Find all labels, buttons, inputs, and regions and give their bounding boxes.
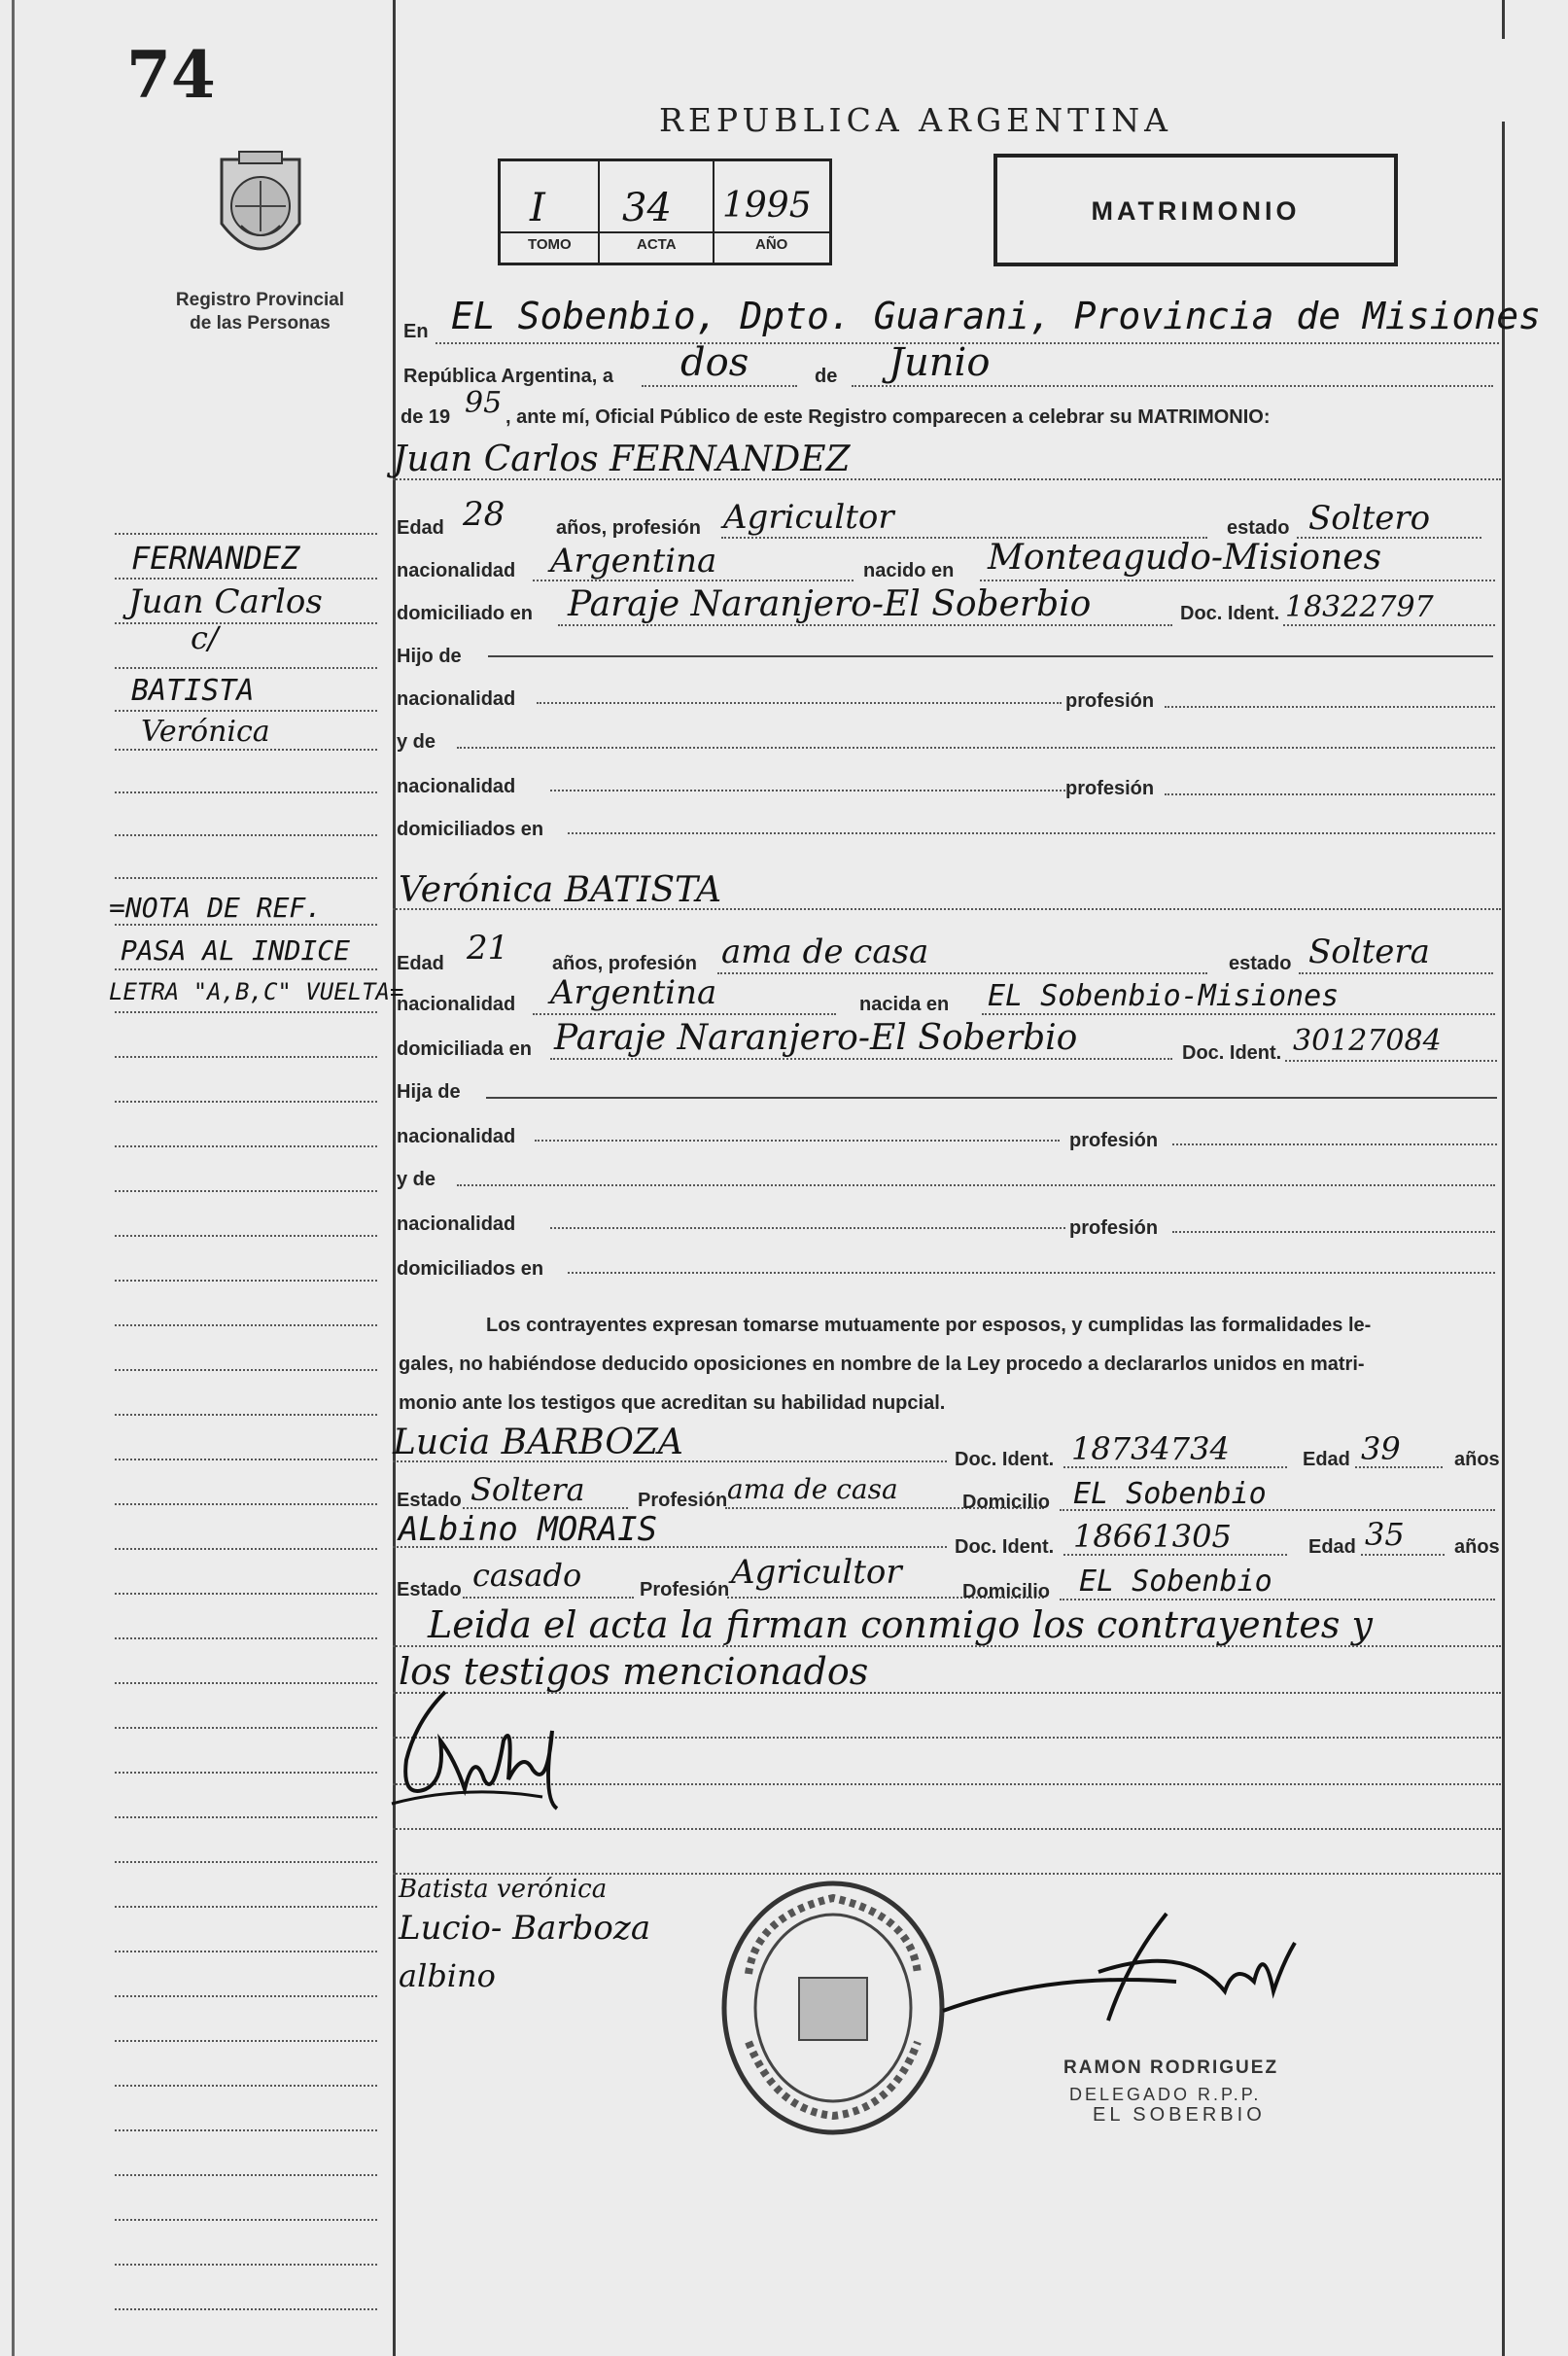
witness1-profession: ama de casa bbox=[727, 1473, 898, 1505]
margin-rule-9 bbox=[115, 877, 377, 879]
margin-rule-25 bbox=[115, 1593, 377, 1595]
margin-given-1: Juan Carlos bbox=[128, 582, 323, 621]
margin-rule-36 bbox=[115, 2085, 377, 2087]
margin-rule-27 bbox=[115, 1682, 377, 1684]
book-box-divider-1 bbox=[598, 161, 600, 263]
label-bride-parent1-profession: profesión bbox=[1069, 1130, 1159, 1151]
official-signature bbox=[933, 1904, 1322, 2030]
groom-signature bbox=[387, 1682, 581, 1828]
ano-value: 1995 bbox=[722, 186, 812, 226]
label-nacido-en: nacido en bbox=[863, 560, 955, 581]
closing-line-1: Leida el acta la firman conmigo los contrayentes y bbox=[428, 1603, 1373, 1646]
label-bride-anos-profesion: años, profesión bbox=[552, 953, 697, 974]
margin-rule-17 bbox=[115, 1235, 377, 1237]
label-domiciliada-en: domiciliada en bbox=[397, 1038, 532, 1060]
margin-rule-13 bbox=[115, 1056, 377, 1058]
bride-doc: 30127084 bbox=[1293, 1024, 1442, 1058]
margin-rule-24 bbox=[115, 1548, 377, 1550]
label-bride-parent2-nationality: nacionalidad bbox=[397, 1213, 516, 1235]
groom-status: Soltero bbox=[1308, 499, 1431, 538]
declaration-line-2: gales, no habiéndose deducido oposiciones en nombre de la Ley procedo a declararlos unidos en matri- bbox=[399, 1354, 1365, 1375]
page-number: 74 bbox=[126, 37, 216, 113]
rule-parent1-profession bbox=[1165, 706, 1495, 708]
margin-rule-16 bbox=[115, 1190, 377, 1192]
margin-rule-22 bbox=[115, 1459, 377, 1460]
registry-name bbox=[136, 289, 384, 335]
rule-witness2-address bbox=[1060, 1599, 1495, 1600]
margin-rule-41 bbox=[115, 2308, 377, 2310]
tomo-label: TOMO bbox=[528, 236, 572, 253]
witness1-name: Lucia BARBOZA bbox=[393, 1423, 683, 1462]
bride-signature: Batista verónica bbox=[399, 1875, 608, 1904]
rule-bride-profession bbox=[717, 972, 1207, 974]
margin-rule-8 bbox=[115, 834, 377, 836]
witness1-age: 39 bbox=[1361, 1430, 1401, 1467]
margin-nota-2: PASA AL INDICE bbox=[121, 934, 351, 967]
book-box bbox=[498, 158, 832, 265]
rule-groom-parent-1 bbox=[488, 655, 1493, 657]
margin-rule-3 bbox=[115, 622, 377, 624]
rule-parent2-profession bbox=[1165, 793, 1495, 795]
rule-parent1-nationality bbox=[537, 702, 1062, 704]
label-bride-parent2-profession: profesión bbox=[1069, 1217, 1159, 1239]
label-witness2-edad: Edad bbox=[1308, 1536, 1356, 1558]
witness1-signature: Lucio- Barboza bbox=[399, 1909, 651, 1948]
label-domiciliado-en: domiciliado en bbox=[397, 603, 534, 624]
tomo-value: I bbox=[530, 186, 545, 230]
bride-nationality: Argentina bbox=[550, 973, 717, 1012]
ano-label: AÑO bbox=[755, 236, 788, 253]
book-box-label-rule bbox=[501, 231, 829, 233]
label-parent1-nationality: nacionalidad bbox=[397, 688, 516, 710]
groom-doc: 18322797 bbox=[1285, 590, 1434, 624]
label-en: En bbox=[403, 321, 429, 342]
margin-rule-31 bbox=[115, 1861, 377, 1863]
rule-parent-2 bbox=[457, 747, 1495, 749]
margin-rule-4 bbox=[115, 667, 377, 669]
label-witness2-doc: Doc. Ident. bbox=[955, 1536, 1055, 1558]
label-domiciliados-en: domiciliados en bbox=[397, 819, 544, 840]
bride-status: Soltera bbox=[1308, 932, 1430, 971]
rule-closing-1 bbox=[393, 1645, 1501, 1647]
official-place: EL SOBERBIO bbox=[1093, 2104, 1266, 2126]
rule-witness2-status bbox=[463, 1597, 634, 1599]
official-title: DELEGADO R.P.P. bbox=[1069, 2085, 1262, 2104]
label-bride-parent1-nationality: nacionalidad bbox=[397, 1126, 516, 1147]
label-nacida-en: nacida en bbox=[859, 994, 950, 1015]
margin-given-2: Verónica bbox=[141, 715, 270, 749]
label-edad: Edad bbox=[397, 517, 444, 539]
label-parent2-profession: profesión bbox=[1065, 778, 1155, 799]
rule-bride-parents-address bbox=[568, 1272, 1495, 1274]
label-witness2-profesion: Profesión bbox=[640, 1579, 730, 1600]
official-name: RAMON RODRIGUEZ bbox=[1063, 2057, 1279, 2078]
margin-rule-1 bbox=[115, 533, 377, 535]
margin-rule-12 bbox=[115, 1011, 377, 1013]
label-witness2-domicilio: Domicilio bbox=[962, 1581, 1051, 1602]
label-bride-doc-ident: Doc. Ident. bbox=[1182, 1042, 1282, 1064]
groom-age: 28 bbox=[463, 495, 505, 534]
label-witness1-anos: años bbox=[1454, 1449, 1500, 1470]
rule-groom-birthplace bbox=[980, 580, 1495, 581]
margin-rule-28 bbox=[115, 1727, 377, 1729]
rule-bride-status bbox=[1299, 972, 1493, 974]
groom-address: Paraje Naranjero-El Soberbio bbox=[568, 584, 1092, 624]
margin-rule-2 bbox=[115, 578, 377, 580]
label-bride-estado: estado bbox=[1229, 953, 1292, 974]
label-republica: República Argentina, a bbox=[403, 366, 613, 387]
margin-rule-40 bbox=[115, 2264, 377, 2266]
label-hija-de: Hija de bbox=[397, 1081, 461, 1103]
margin-rule-35 bbox=[115, 2040, 377, 2042]
rule-bride-birthplace bbox=[982, 1013, 1495, 1015]
label-anos-profesion: años, profesión bbox=[556, 517, 701, 539]
groom-nationality: Argentina bbox=[550, 542, 717, 580]
margin-rule-6 bbox=[115, 749, 377, 751]
book-box-divider-2 bbox=[713, 161, 714, 263]
margin-rule-33 bbox=[115, 1951, 377, 1952]
label-comparecen: , ante mí, Oficial Público de este Registro comparecen a celebrar su MATRIMONIO: bbox=[505, 406, 1271, 428]
rule-parent2-nationality bbox=[550, 790, 1065, 791]
label-parent2-nationality: nacionalidad bbox=[397, 776, 516, 797]
witness2-profession: Agricultor bbox=[731, 1553, 902, 1592]
witness2-doc: 18661305 bbox=[1073, 1518, 1232, 1555]
acta-label: ACTA bbox=[637, 236, 677, 253]
label-de: de bbox=[815, 366, 838, 387]
groom-profession: Agricultor bbox=[723, 498, 894, 537]
registry-line-1: Registro Provincial bbox=[175, 290, 345, 310]
registry-line-2: de las Personas bbox=[190, 313, 331, 334]
record-type-box bbox=[993, 154, 1398, 266]
day: dos bbox=[680, 340, 749, 385]
margin-rule-10 bbox=[115, 924, 377, 926]
bride-address: Paraje Naranjero-El Soberbio bbox=[554, 1018, 1078, 1058]
country-title: REPUBLICA ARGENTINA bbox=[659, 101, 1172, 139]
label-witness1-estado: Estado bbox=[397, 1490, 462, 1511]
label-witness1-doc: Doc. Ident. bbox=[955, 1449, 1055, 1470]
label-year-prefix: de 19 bbox=[401, 406, 451, 428]
rule-witness2-age bbox=[1361, 1554, 1445, 1556]
witness2-name: ALbino MORAIS bbox=[399, 1510, 658, 1549]
margin-rule-21 bbox=[115, 1414, 377, 1416]
official-stamp bbox=[717, 1877, 949, 2139]
label-bride-y-de: y de bbox=[397, 1169, 436, 1190]
label-bride-nacionalidad: nacionalidad bbox=[397, 994, 516, 1015]
witness2-status: casado bbox=[472, 1557, 582, 1594]
witness1-address: EL Sobenbio bbox=[1073, 1477, 1267, 1511]
witness2-address: EL Sobenbio bbox=[1079, 1565, 1272, 1599]
label-witness1-profesion: Profesión bbox=[638, 1490, 728, 1511]
rule-groom-address bbox=[558, 624, 1172, 626]
record-type: MATRIMONIO bbox=[1091, 196, 1301, 226]
label-doc-ident: Doc. Ident. bbox=[1180, 603, 1280, 624]
bride-age: 21 bbox=[467, 929, 509, 967]
coat-of-arms-icon bbox=[202, 148, 319, 276]
rule-groom-doc bbox=[1283, 624, 1495, 626]
rule-bride-doc bbox=[1285, 1060, 1497, 1062]
label-witness2-estado: Estado bbox=[397, 1579, 462, 1600]
rule-bride-parent1-profession bbox=[1172, 1143, 1497, 1145]
rule-blank-3 bbox=[393, 1828, 1501, 1830]
margin-rule-18 bbox=[115, 1280, 377, 1282]
margin-rule-38 bbox=[115, 2174, 377, 2176]
margin-rule-11 bbox=[115, 968, 377, 970]
margin-rule-37 bbox=[115, 2129, 377, 2131]
margin-rule-15 bbox=[115, 1145, 377, 1147]
label-witness1-domicilio: Domicilio bbox=[962, 1492, 1051, 1513]
margin-surname-1: FERNANDEZ bbox=[131, 540, 300, 577]
label-hijo-de: Hijo de bbox=[397, 646, 462, 667]
margin-rule-7 bbox=[115, 791, 377, 793]
witness2-age: 35 bbox=[1365, 1516, 1405, 1553]
rule-parents-address bbox=[568, 832, 1495, 834]
margin-rule-14 bbox=[115, 1101, 377, 1103]
declaration-line-1: Los contrayentes expresan tomarse mutuamente por esposos, y cumplidas las formalidades le- bbox=[486, 1315, 1372, 1336]
bride-name: Verónica BATISTA bbox=[399, 870, 722, 910]
rule-bride-nationality bbox=[533, 1013, 836, 1015]
witness1-doc: 18734734 bbox=[1071, 1430, 1230, 1467]
margin-rule-5 bbox=[115, 710, 377, 712]
rule-bride-address bbox=[550, 1058, 1172, 1060]
label-bride-edad: Edad bbox=[397, 953, 444, 974]
label-nacionalidad: nacionalidad bbox=[397, 560, 516, 581]
rule-bride-parent-2 bbox=[457, 1184, 1495, 1186]
margin-rule-23 bbox=[115, 1503, 377, 1505]
margin-rule-20 bbox=[115, 1369, 377, 1371]
groom-birthplace: Monteagudo-Misiones bbox=[988, 538, 1382, 578]
margin-nota-3: LETRA "A,B,C" VUELTA= bbox=[109, 978, 404, 1005]
label-witness2-anos: años bbox=[1454, 1536, 1500, 1558]
rule-bride-parent2-nationality bbox=[550, 1227, 1065, 1229]
acta-value: 34 bbox=[622, 186, 672, 230]
label-y-de: y de bbox=[397, 731, 436, 753]
rule-bride-parent1-nationality bbox=[535, 1140, 1060, 1142]
closing-line-2: los testigos mencionados bbox=[399, 1650, 869, 1693]
left-binding-edge bbox=[12, 0, 15, 2356]
witness1-status: Soltera bbox=[470, 1471, 585, 1508]
bride-profession: ama de casa bbox=[721, 932, 929, 971]
rule-bride-parent-1 bbox=[486, 1097, 1497, 1099]
bride-birthplace: EL Sobenbio-Misiones bbox=[988, 979, 1340, 1013]
month: Junio bbox=[889, 340, 991, 385]
margin-rule-32 bbox=[115, 1906, 377, 1908]
margin-rule-30 bbox=[115, 1816, 377, 1818]
margin-connector: c/ bbox=[191, 619, 219, 656]
margin-rule-39 bbox=[115, 2219, 377, 2221]
label-bride-domiciliados-en: domiciliados en bbox=[397, 1258, 544, 1280]
witness2-signature: albino bbox=[399, 1957, 496, 1994]
label-estado: estado bbox=[1227, 517, 1290, 539]
margin-surname-2: BATISTA bbox=[131, 674, 255, 708]
margin-rule-29 bbox=[115, 1772, 377, 1774]
margin-nota-1: =NOTA DE REF. bbox=[109, 892, 323, 924]
year-suffix: 95 bbox=[465, 386, 503, 420]
right-border bbox=[1502, 122, 1505, 2356]
right-border-top bbox=[1502, 0, 1505, 39]
margin-rule-34 bbox=[115, 1995, 377, 1997]
margin-rule-26 bbox=[115, 1637, 377, 1639]
label-parent1-profession: profesión bbox=[1065, 690, 1155, 712]
declaration-line-3: monio ante los testigos que acreditan su habilidad nupcial. bbox=[399, 1392, 946, 1414]
rule-month bbox=[852, 385, 1493, 387]
rule-day bbox=[642, 385, 797, 387]
label-witness1-edad: Edad bbox=[1303, 1449, 1350, 1470]
place: EL Sobenbio, Dpto. Guarani, Provincia de Misiones bbox=[451, 295, 1542, 337]
groom-name: Juan Carlos FERNANDEZ bbox=[393, 440, 851, 479]
rule-bride-parent2-profession bbox=[1172, 1231, 1495, 1233]
margin-rule-19 bbox=[115, 1324, 377, 1326]
margin-divider bbox=[393, 0, 396, 2356]
